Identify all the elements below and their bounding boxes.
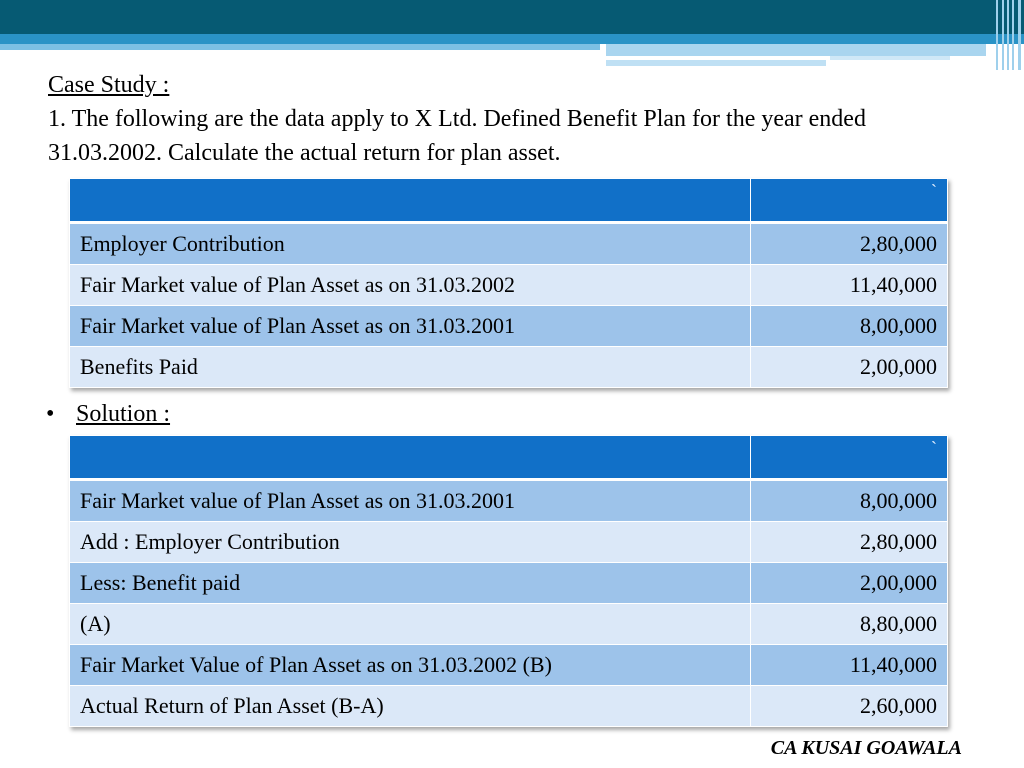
- header-band: [0, 0, 1024, 34]
- header-cell-label: [70, 436, 751, 480]
- row-value: 2,60,000: [751, 686, 948, 727]
- row-value: 2,00,000: [751, 347, 948, 388]
- table-row: [70, 522, 948, 563]
- row-label: Employer Contribution: [70, 223, 751, 265]
- data-table: [69, 178, 948, 388]
- header-cell-currency: `: [751, 436, 948, 480]
- table-row: [70, 265, 948, 306]
- table-row: [70, 604, 948, 645]
- problem-statement: 1. The following are the data apply to X Ltd. Defined Benefit Plan for the year ended 31.03.2002. Calculate the actual return for plan asset.: [48, 106, 866, 166]
- table-row: [70, 645, 948, 686]
- author-footer: CA KUSAI GOAWALA: [770, 737, 962, 759]
- row-label: Actual Return of Plan Asset (B-A): [70, 686, 751, 727]
- header-band-light-right: [606, 44, 986, 56]
- header-band-accent: [0, 34, 1024, 44]
- row-value: 2,80,000: [751, 522, 948, 563]
- table-row: [70, 686, 948, 727]
- solution-heading: [46, 398, 170, 430]
- row-value: 8,80,000: [751, 604, 948, 645]
- title-block: [48, 68, 948, 170]
- row-label: Benefits Paid: [70, 347, 751, 388]
- table-row: [70, 480, 948, 522]
- row-label: Fair Market Value of Plan Asset as on 31.03.2002 (B): [70, 645, 751, 686]
- row-label: Fair Market value of Plan Asset as on 31.03.2001: [70, 480, 751, 522]
- case-study-heading: Case Study :: [48, 72, 170, 98]
- row-value: 8,00,000: [751, 480, 948, 522]
- header-band-thin-2: [830, 56, 950, 60]
- bullet-icon: •: [46, 401, 55, 427]
- row-value: 11,40,000: [751, 265, 948, 306]
- row-value: 8,00,000: [751, 306, 948, 347]
- row-value: 2,00,000: [751, 563, 948, 604]
- table-row: [70, 347, 948, 388]
- decorative-vertical-lines: [994, 0, 1024, 70]
- row-label: (A): [70, 604, 751, 645]
- header-cell-label: [70, 179, 751, 223]
- row-label: Fair Market value of Plan Asset as on 31.03.2002: [70, 265, 751, 306]
- header-band-light: [0, 44, 600, 50]
- row-label: Add : Employer Contribution: [70, 522, 751, 563]
- table-header-row: [70, 436, 948, 480]
- table-row: [70, 563, 948, 604]
- row-value: 11,40,000: [751, 645, 948, 686]
- solution-table: [69, 435, 948, 727]
- row-label: Less: Benefit paid: [70, 563, 751, 604]
- solution-label: Solution :: [76, 401, 171, 427]
- table-row: [70, 223, 948, 265]
- row-value: 2,80,000: [751, 223, 948, 265]
- header-cell-currency: `: [751, 179, 948, 223]
- table-row: [70, 306, 948, 347]
- row-label: Fair Market value of Plan Asset as on 31.03.2001: [70, 306, 751, 347]
- table-header-row: [70, 179, 948, 223]
- header-band-thin: [606, 60, 826, 66]
